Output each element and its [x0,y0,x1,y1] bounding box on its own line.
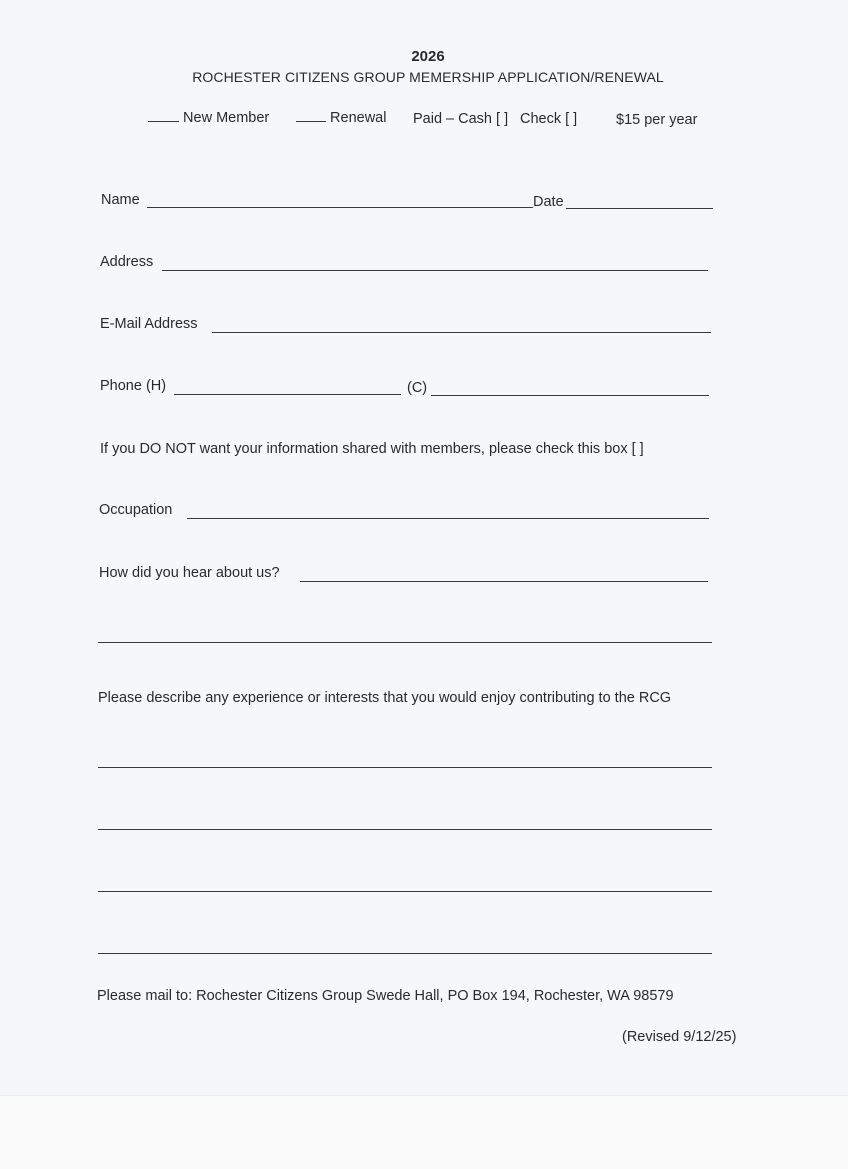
email-label: E-Mail Address [100,316,198,332]
mailing-address: Please mail to: Rochester Citizens Group Swede Hall, PO Box 194, Rochester, WA 98579 [97,988,674,1004]
experience-line-1[interactable] [98,767,712,768]
phone-home-line[interactable] [174,394,401,395]
experience-line-2[interactable] [98,829,712,830]
privacy-checkbox-text[interactable]: If you DO NOT want your information shared with members, please check this box [ ] [100,441,644,457]
paid-cash-label: Paid – Cash [ ] [413,111,509,127]
hear-about-line-2[interactable] [98,642,712,643]
phone-cell-label: (C) [407,380,428,396]
renewal-label: Renewal [330,110,387,126]
name-line[interactable] [147,207,533,208]
experience-line-3[interactable] [98,891,712,892]
email-line[interactable] [212,332,711,333]
hear-about-line[interactable] [300,581,708,582]
form-year: 2026 [411,48,445,65]
revision-date: (Revised 9/12/25) [622,1029,737,1045]
address-label: Address [100,254,154,270]
occupation-label: Occupation [99,502,173,518]
phone-cell-line[interactable] [431,395,709,396]
new-member-blank[interactable] [148,120,179,122]
occupation-line[interactable] [187,518,709,519]
renewal-option [296,110,386,126]
name-label: Name [101,192,140,208]
scan-bottom-margin [0,1095,848,1169]
hear-about-label: How did you hear about us? [99,565,280,581]
experience-label: Please describe any experience or interests that you would enjoy contributing to the RCG [98,690,672,706]
address-line[interactable] [162,270,708,271]
date-label: Date [533,194,564,210]
membership-row [148,110,269,126]
fee-label: $15 per year [616,112,698,128]
new-member-label: New Member [183,110,270,126]
form-title: ROCHESTER CITIZENS GROUP MEMERSHIP APPLICATION/RENEWAL [192,69,664,85]
phone-home-label: Phone (H) [100,378,167,394]
date-line[interactable] [566,208,713,209]
renewal-blank[interactable] [296,120,326,122]
check-label: Check [ ] [520,111,578,127]
experience-line-4[interactable] [98,953,712,954]
